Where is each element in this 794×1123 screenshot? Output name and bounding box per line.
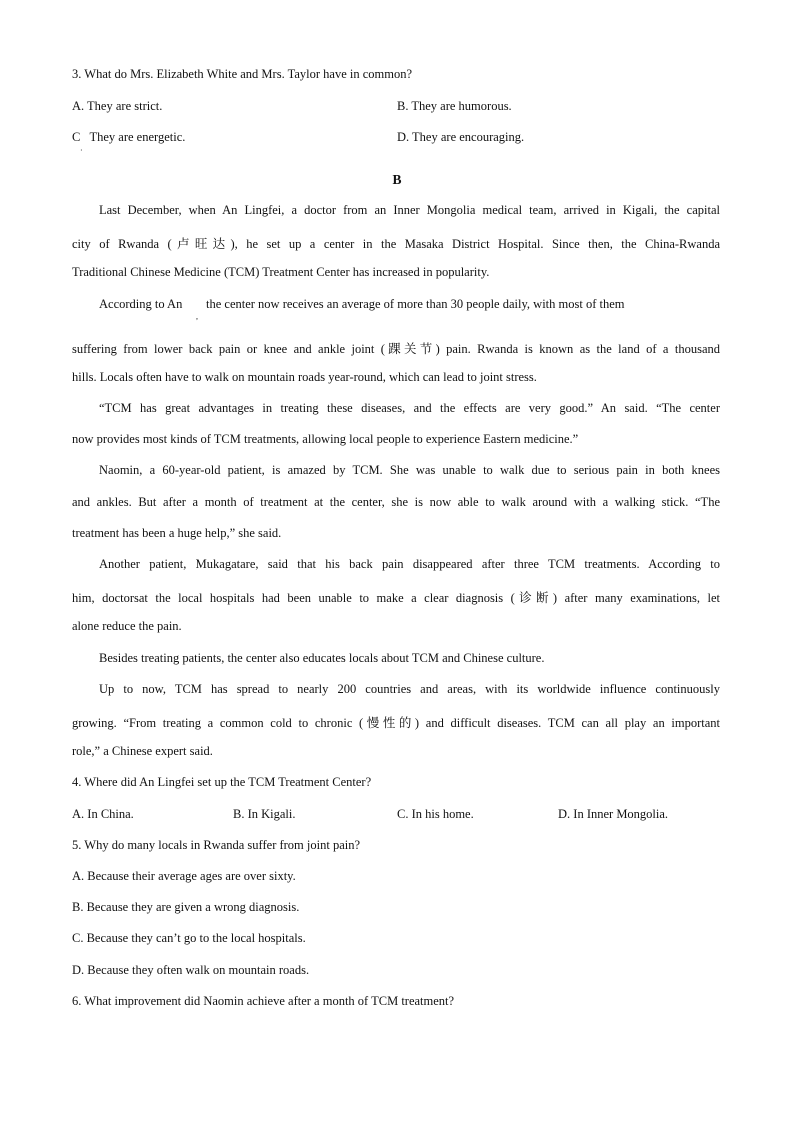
- passage-line: hills. Locals often have to walk on mountain roads year-round, which can lead to joint stress.: [72, 370, 537, 384]
- passage-line: Traditional Chinese Medicine (TCM) Treatment Center has increased in popularity.: [72, 265, 490, 279]
- q4-option-a: A. In China.: [72, 807, 134, 821]
- question-5: 5. Why do many locals in Rwanda suffer from joint pain?: [72, 838, 361, 852]
- q5-option-a: A. Because their average ages are over sixty.: [72, 869, 296, 883]
- q4-option-d: D. In Inner Mongolia.: [558, 807, 669, 821]
- q3-option-c: C They are energetic.: [72, 130, 186, 144]
- question-6: 6. What improvement did Naomin achieve after a month of TCM treatment?: [72, 994, 455, 1008]
- passage-line: him, doctorsat the local hospitals had been unable to make a clear diagnosis (诊断) after many examinations, let: [72, 591, 720, 605]
- q4-option-c: C. In his home.: [397, 807, 474, 821]
- passage-line: and ankles. But after a month of treatment at the center, she is now able to walk around with a walking stick. “The: [72, 495, 720, 509]
- q3-option-a: A. They are strict.: [72, 99, 163, 113]
- passage-line: Besides treating patients, the center also educates locals about TCM and Chinese culture.: [99, 651, 545, 665]
- q5-option-d: D. Because they often walk on mountain roads.: [72, 963, 310, 977]
- passage-line: now provides most kinds of TCM treatments, allowing local people to experience Eastern medicine.”: [72, 432, 579, 446]
- passage-line: growing. “From treating a common cold to chronic (慢性的) and difficult diseases. TCM can all play an important: [72, 716, 720, 730]
- passage-line: Another patient, Mukagatare, said that his back pain disappeared after three TCM treatments. According to: [99, 557, 720, 571]
- passage-line: city of Rwanda (卢旺达), he set up a center in the Masaka District Hospital. Since then, the China-Rwanda: [72, 237, 720, 251]
- q5-option-b: B. Because they are given a wrong diagnosis.: [72, 900, 300, 914]
- q3-option-b: B. They are humorous.: [397, 99, 512, 113]
- passage-line: the center now receives an average of more than 30 people daily, with most of them: [206, 297, 625, 311]
- question-3: 3. What do Mrs. Elizabeth White and Mrs. Taylor have in common?: [72, 67, 413, 81]
- q3-option-d: D. They are encouraging.: [397, 130, 525, 144]
- passage-line: According to An: [99, 297, 183, 311]
- passage-line: “TCM has great advantages in treating these diseases, and the effects are very good.” An said. “The center: [99, 401, 720, 415]
- q5-option-c: C. Because they can’t go to the local hospitals.: [72, 931, 306, 945]
- passage-line: Last December, when An Lingfei, a doctor from an Inner Mongolia medical team, arrived in Kigali, the capital: [99, 203, 720, 217]
- passage-line: Up to now, TCM has spread to nearly 200 countries and areas, with its worldwide influence continuously: [99, 682, 720, 696]
- section-heading: B: [392, 172, 402, 187]
- passage-line: suffering from lower back pain or knee and ankle joint (踝关节) pain. Rwanda is known as the land of a thousand: [72, 342, 720, 356]
- stray-mark: ·: [80, 146, 83, 155]
- passage-line: role,” a Chinese expert said.: [72, 744, 213, 758]
- question-4: 4. Where did An Lingfei set up the TCM Treatment Center?: [72, 775, 372, 789]
- q4-option-b: B. In Kigali.: [233, 807, 296, 821]
- passage-line: alone reduce the pain.: [72, 619, 182, 633]
- comma-mark: ,: [196, 312, 198, 321]
- passage-line: treatment has been a huge help,” she said.: [72, 526, 282, 540]
- passage-line: Naomin, a 60-year-old patient, is amazed by TCM. She was unable to walk due to serious pain in both knees: [99, 463, 720, 477]
